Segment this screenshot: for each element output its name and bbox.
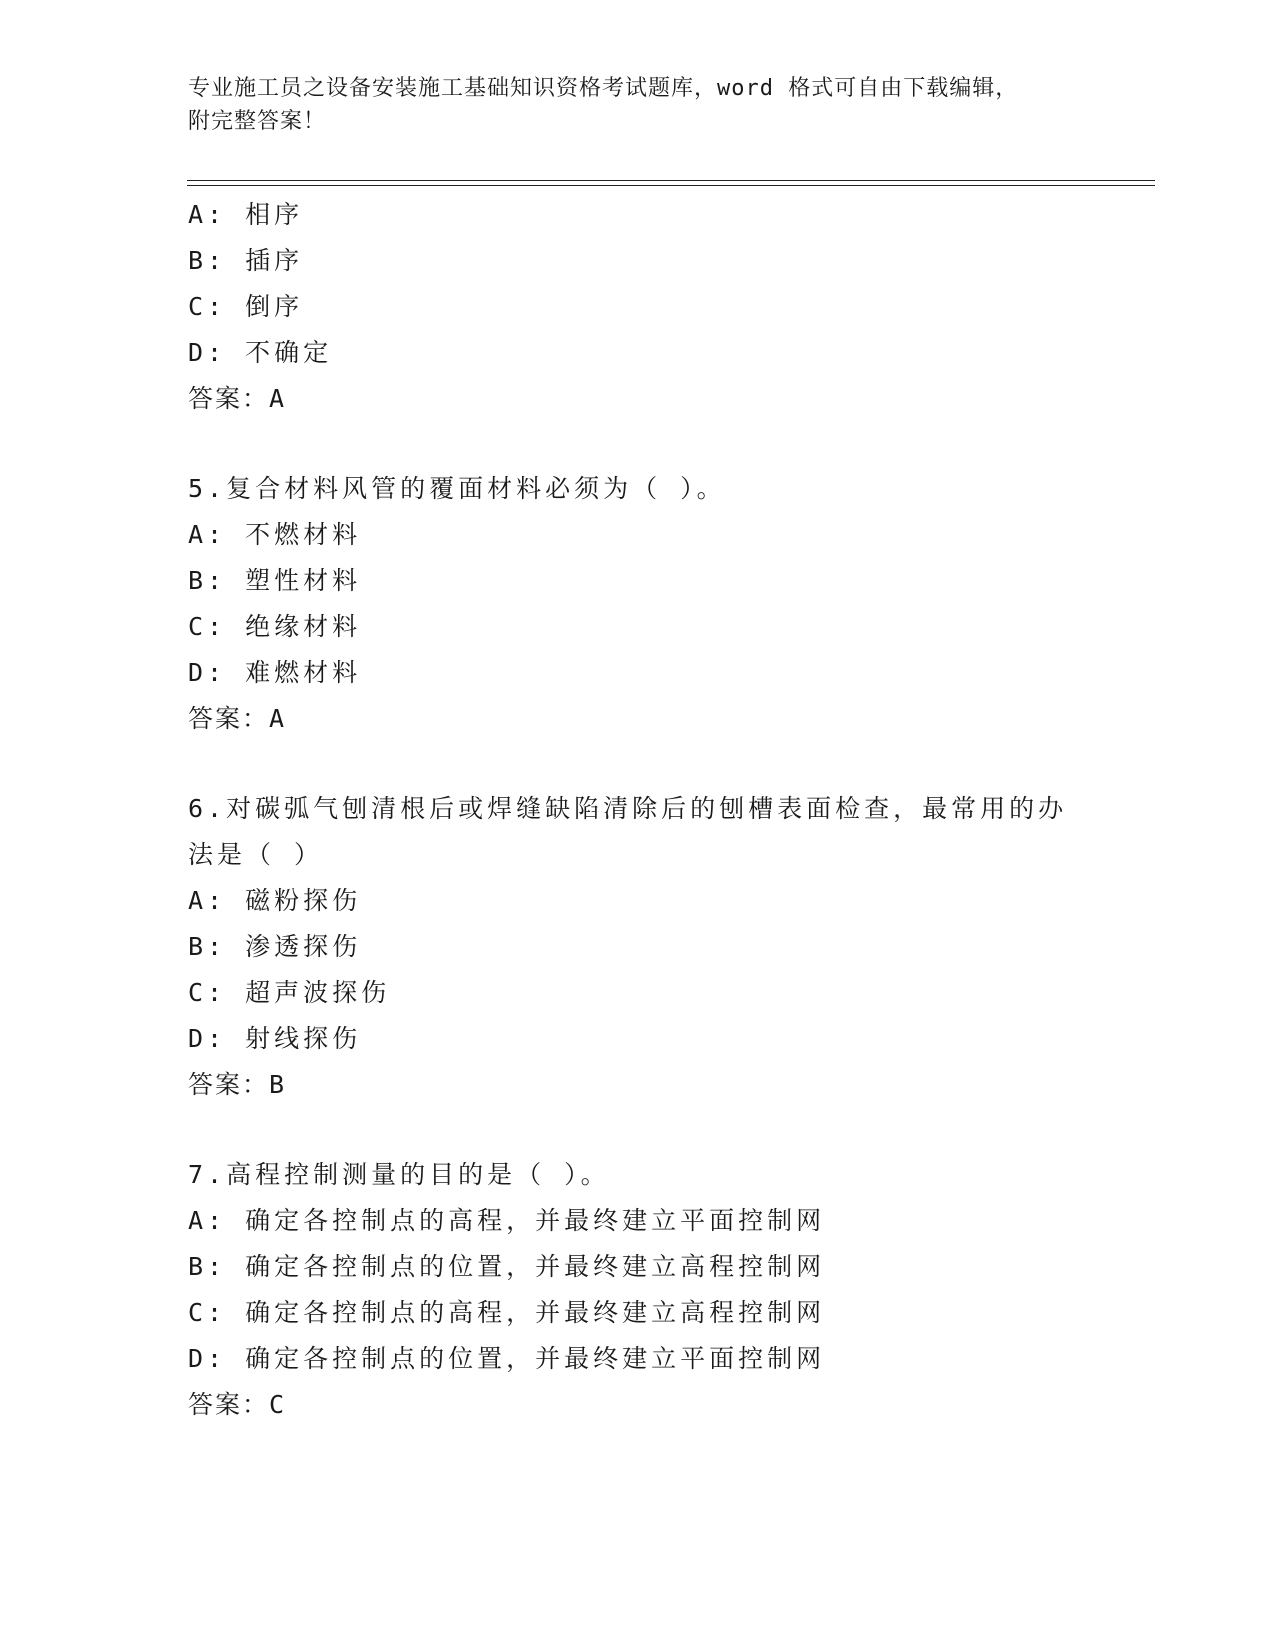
option-b: B: 确定各控制点的位置，并最终建立高程控制网	[188, 1252, 826, 1281]
question-stem-line-2: 法是（ ）	[188, 840, 324, 869]
question-stem: 7.高程控制测量的目的是（ ）。	[188, 1160, 610, 1189]
option-c: C: 绝缘材料	[188, 612, 362, 641]
option-c: C: 倒序	[188, 292, 304, 321]
option-a: A: 不燃材料	[188, 520, 362, 549]
answer: 答案：B	[188, 1070, 287, 1099]
option-c: C: 确定各控制点的高程，并最终建立高程控制网	[188, 1298, 826, 1327]
answer: 答案：A	[188, 704, 287, 733]
option-b: B: 插序	[188, 246, 304, 275]
question-spacer	[188, 422, 1148, 466]
header-divider-bottom	[187, 185, 1155, 186]
header-line-2: 附完整答案！	[188, 109, 327, 134]
question-stem-line-1: 6.对碳弧气刨清根后或焊缝缺陷清除后的刨槽表面检查，最常用的办	[188, 794, 1068, 823]
question-6	[188, 786, 1148, 1108]
option-a: A: 磁粉探伤	[188, 886, 362, 915]
option-a: A: 相序	[188, 200, 304, 229]
option-d: D: 射线探伤	[188, 1024, 362, 1053]
option-a: A: 确定各控制点的高程，并最终建立平面控制网	[188, 1206, 826, 1235]
header-line-1: 专业施工员之设备安装施工基础知识资格考试题库，word 格式可自由下载编辑，	[188, 76, 1019, 101]
question-list	[188, 192, 1148, 1428]
option-b: B: 渗透探伤	[188, 932, 362, 961]
question-5	[188, 466, 1148, 742]
option-d: D: 难燃材料	[188, 658, 362, 687]
option-b: B: 塑性材料	[188, 566, 362, 595]
header-divider-top	[187, 180, 1155, 181]
answer: 答案：A	[188, 384, 287, 413]
document-header	[188, 72, 1068, 138]
question-7	[188, 1152, 1148, 1428]
question-4	[188, 192, 1148, 422]
question-spacer	[188, 742, 1148, 786]
question-spacer	[188, 1108, 1148, 1152]
option-d: D: 不确定	[188, 338, 333, 367]
option-c: C: 超声波探伤	[188, 978, 391, 1007]
option-d: D: 确定各控制点的位置，并最终建立平面控制网	[188, 1344, 826, 1373]
answer: 答案：C	[188, 1390, 287, 1419]
question-stem: 5.复合材料风管的覆面材料必须为（ ）。	[188, 474, 726, 503]
